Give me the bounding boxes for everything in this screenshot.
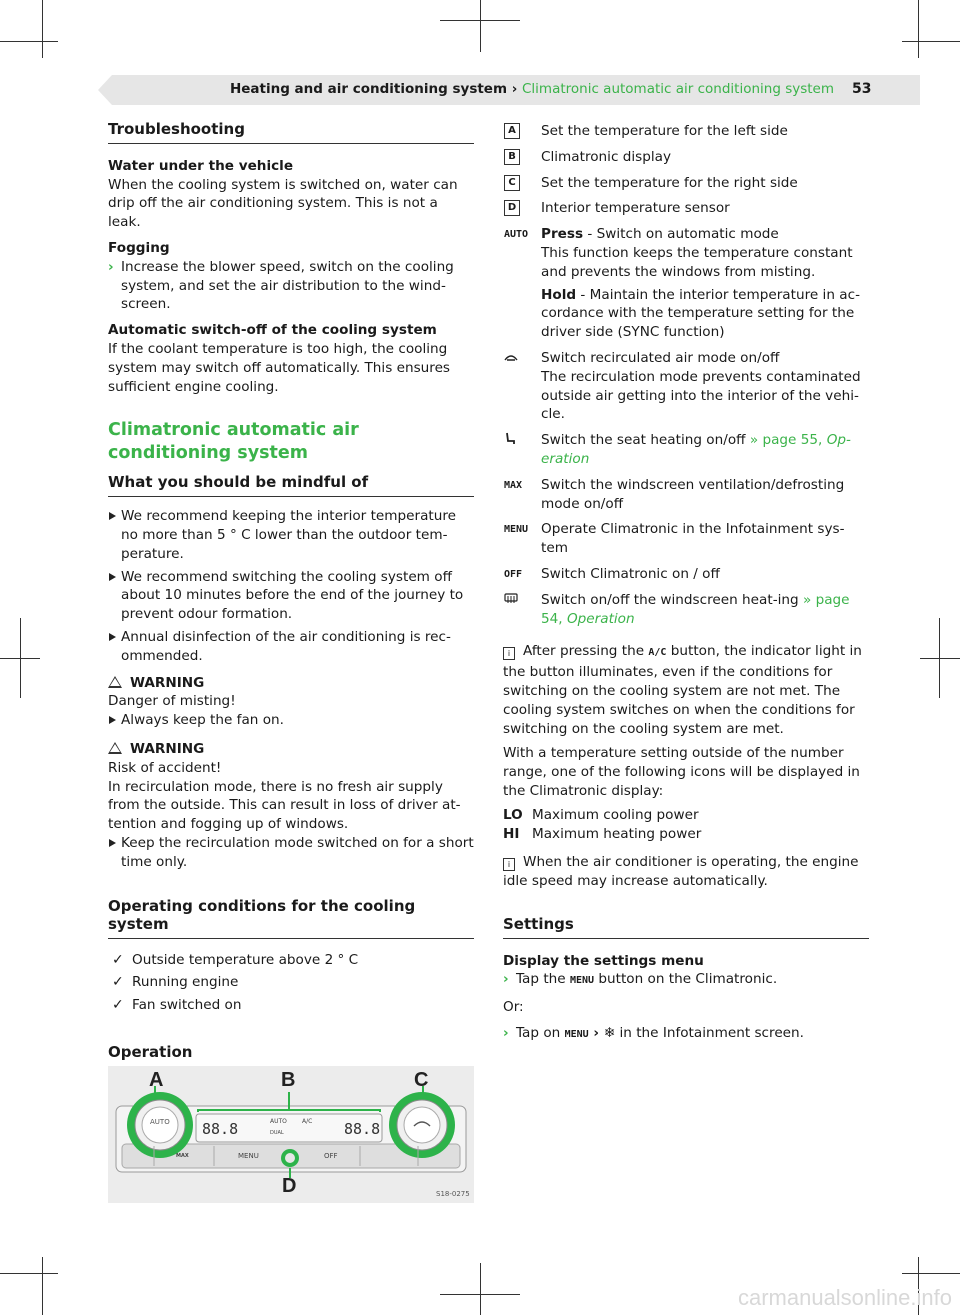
crop-mark xyxy=(42,0,43,58)
menu-key-icon: MENU xyxy=(504,524,529,536)
note-idle xyxy=(503,853,869,891)
triangle-bullet-icon xyxy=(109,839,116,847)
conditions-heading: Operating conditions for the cooling system xyxy=(108,897,474,940)
bullet-arrow-icon: › xyxy=(503,971,509,988)
hi-text: Maximum heating power xyxy=(532,825,702,842)
menu-key-icon: MENU xyxy=(564,1029,589,1041)
figure-label-c: C xyxy=(414,1069,429,1091)
right-temp-display: 88.8 xyxy=(344,1120,381,1138)
crop-mark xyxy=(902,1273,960,1274)
breadcrumb-chapter[interactable]: Heating and air conditioning system › xyxy=(229,81,518,97)
seat-page-link-title[interactable]: Op-eration xyxy=(541,432,851,467)
warning-text: In recirculation mode, there is no fresh air supply from the outside. This can result in loss of driver at-tention and fogging up of windows. xyxy=(108,778,461,833)
checkmark-icon: ✓ xyxy=(112,996,124,1013)
note-text: button, the indicator light in the button illuminates, even if the conditions for switching on the cooling system are not met. The cooling system switches on when the conditions for switching on the cooling system are met. xyxy=(503,643,862,737)
header-arrow xyxy=(98,75,112,105)
max-defrost-icon: MAX xyxy=(504,479,523,491)
water-text: When the cooling system is switched on, water can drip off the air conditioning system. This is not a leak. xyxy=(108,176,458,231)
crop-mark xyxy=(480,1263,481,1315)
off-key-icon: OFF xyxy=(504,568,523,580)
warning-title: WARNING xyxy=(130,674,205,691)
legend-item xyxy=(503,174,869,193)
note-text: After pressing the xyxy=(523,643,649,660)
legend-auto xyxy=(503,225,869,244)
auto-hold xyxy=(503,286,869,342)
rear-page-link[interactable]: » page 54, xyxy=(541,591,850,627)
condition-text: Fan switched on xyxy=(132,996,242,1013)
rear-text: Switch on/off the windscreen heat-ing xyxy=(541,591,799,608)
step-separator: › xyxy=(588,1025,604,1042)
warning-bullet-text: Keep the recirculation mode switched on for a short time only. xyxy=(121,834,474,870)
note-text: When the air conditioner is operating, the engine idle speed may increase automatically. xyxy=(503,854,859,890)
warning-bullet-text: Always keep the fan on. xyxy=(121,712,284,729)
fogging-heading: Fogging xyxy=(108,239,170,256)
condition-item xyxy=(108,996,474,1015)
operation-heading: Operation xyxy=(108,1043,474,1067)
display-menu-heading: Display the settings menu xyxy=(503,952,704,969)
condition-item xyxy=(108,951,474,970)
condition-item xyxy=(108,973,474,992)
triangle-bullet-icon xyxy=(109,573,116,581)
crop-mark xyxy=(902,41,960,42)
legend-key-a: A xyxy=(504,123,520,139)
warning-heading xyxy=(108,740,474,759)
triangle-bullet-icon xyxy=(109,512,116,520)
recirculation-icon xyxy=(504,350,518,369)
range-text: With a temperature setting outside of the number range, one of the following icons will be displayed in the Climatronic display: xyxy=(503,745,860,799)
legend-text: Climatronic display xyxy=(541,148,672,165)
settings-heading: Settings xyxy=(503,915,869,939)
step-text: Tap on xyxy=(516,1025,565,1042)
climatronic-figure xyxy=(108,1066,474,1203)
legend-off xyxy=(503,565,869,584)
tap-menu-step xyxy=(503,970,869,991)
hold-label: Hold xyxy=(541,286,577,303)
mindful-item xyxy=(108,628,474,666)
crop-mark xyxy=(20,618,21,698)
autoswitch-heading: Automatic switch-off of the cooling system xyxy=(108,322,437,339)
autoswitch-text: If the coolant temperature is too high, the cooling system may switch off automatically. This ensures sufficient engine cooling. xyxy=(108,340,451,395)
tap-infotainment-step xyxy=(503,1024,869,1045)
figure-label-b: B xyxy=(281,1069,296,1091)
triangle-bullet-icon xyxy=(109,633,116,641)
rear-page-link-title[interactable]: Operation xyxy=(566,610,635,627)
right-column xyxy=(503,122,869,1045)
left-column xyxy=(108,120,474,1067)
figure-code: S18-0275 xyxy=(436,1190,470,1198)
or-text: Or: xyxy=(503,999,524,1016)
legend-text: Set the temperature for the right side xyxy=(541,174,798,191)
note-ac xyxy=(503,642,869,738)
bullet-arrow-icon: › xyxy=(503,1025,509,1042)
left-temp-display: 88.8 xyxy=(202,1120,239,1138)
recirc-description: The recirculation mode prevents contaminated outside air getting into the interior of the vehi-cle. xyxy=(541,368,861,423)
mindful-heading: What you should be mindful of xyxy=(108,473,474,497)
lo-text: Maximum cooling power xyxy=(532,806,699,823)
legend-item xyxy=(503,122,869,141)
warning-heading xyxy=(108,674,474,693)
lo-item xyxy=(503,806,869,825)
info-note-icon: i xyxy=(503,647,515,660)
breadcrumb-section[interactable]: Climatronic automatic air conditioning system xyxy=(522,81,834,97)
windscreen-heating-icon xyxy=(504,592,518,611)
menu-key-icon: MENU xyxy=(569,975,595,987)
legend-key-c: C xyxy=(504,175,520,191)
legend-recirc xyxy=(503,349,869,368)
warning-text: Risk of accident! xyxy=(108,759,222,776)
mindful-item-text: We recommend keeping the interior temperature no more than 5 ° C lower than the outdoor tem-perature. xyxy=(121,508,457,562)
legend-max xyxy=(503,476,869,514)
crop-mark xyxy=(918,0,919,58)
legend-seat xyxy=(503,431,869,469)
figure-label-d: D xyxy=(282,1175,297,1197)
seat-heating-icon xyxy=(504,432,516,451)
legend-key-b: B xyxy=(504,149,520,165)
mindful-item-text: Annual disinfection of the air conditioning is rec-ommended. xyxy=(121,628,451,664)
crop-mark xyxy=(480,0,481,52)
legend-key-d: D xyxy=(504,200,520,216)
legend-rear xyxy=(503,591,869,629)
hi-key: HI xyxy=(503,825,520,842)
seat-text: Switch the seat heating on/off xyxy=(541,432,746,449)
step-text: in the Infotainment screen. xyxy=(615,1025,804,1042)
legend-text: Set the temperature for the left side xyxy=(541,123,788,139)
knob-auto-label: AUTO xyxy=(150,1118,170,1126)
auto-description: This function keeps the temperature constant and prevents the windows from misting. xyxy=(541,244,853,280)
crop-mark xyxy=(0,41,58,42)
info-note-icon: i xyxy=(503,858,515,871)
legend-menu xyxy=(503,520,869,558)
step-text: button on the Climatronic. xyxy=(594,971,778,988)
recirc-text: Switch recirculated air mode on/off xyxy=(541,349,780,366)
watermark: carmanualsonline.info xyxy=(737,1285,952,1310)
legend-item xyxy=(503,199,869,218)
fogging-bullet-text: Increase the blower speed, switch on the cooling system, and set the air distribution to the wind-screen. xyxy=(121,258,454,313)
page-number: 53 xyxy=(852,81,872,97)
lo-key: LO xyxy=(503,806,523,823)
checkmark-icon: ✓ xyxy=(112,952,124,969)
checkmark-icon: ✓ xyxy=(112,974,124,991)
menu-text: Operate Climatronic in the Infotainment sys-tem xyxy=(541,521,845,557)
press-label: Press xyxy=(541,226,584,243)
display-auto-indicator: AUTO xyxy=(270,1118,287,1125)
figure-label-a: A xyxy=(149,1069,164,1091)
legend-text: Interior temperature sensor xyxy=(541,200,730,217)
max-text: Switch the windscreen ventilation/defrosting mode on/off xyxy=(541,476,845,512)
mindful-item xyxy=(108,507,474,563)
crop-mark xyxy=(440,20,520,21)
step-text: Tap the xyxy=(516,971,570,988)
press-text: - Switch on automatic mode xyxy=(583,226,779,243)
hold-text: - Maintain the interior temperature in ac-cordance with the temperature setting for the driver side (SYNC function) xyxy=(541,286,860,341)
warning-title: WARNING xyxy=(130,740,205,757)
crop-mark xyxy=(0,1273,58,1274)
display-ac-indicator: A/C xyxy=(302,1118,313,1125)
crop-mark xyxy=(939,618,940,698)
off-text: Switch Climatronic on / off xyxy=(541,565,720,582)
mindful-item xyxy=(108,568,474,624)
warning-bullet xyxy=(108,834,474,872)
off-button[interactable]: OFF xyxy=(324,1152,338,1160)
crop-mark xyxy=(42,1257,43,1315)
warning-icon xyxy=(108,742,122,754)
mindful-item-text: We recommend switching the cooling system off about 10 minutes before the end of the journey to prevent odour formation. xyxy=(121,568,464,623)
warning-bullet xyxy=(108,711,474,730)
bullet-arrow-icon: › xyxy=(108,258,114,275)
warning-text: Danger of misting! xyxy=(108,693,236,710)
snowflake-icon: ❄ xyxy=(603,1025,616,1042)
section-title: Climatronic automatic air conditioning system xyxy=(108,420,359,464)
condition-text: Running engine xyxy=(132,974,239,991)
water-heading: Water under the vehicle xyxy=(108,157,294,174)
crop-mark xyxy=(440,1294,520,1295)
ac-key-icon: A/C xyxy=(648,647,667,659)
fogging-bullet xyxy=(108,258,474,314)
troubleshooting-heading: Troubleshooting xyxy=(108,120,474,144)
hi-item xyxy=(503,825,869,844)
auto-key-icon: AUTO xyxy=(504,229,529,241)
display-dual-indicator: DUAL xyxy=(270,1130,284,1136)
max-defrost-button[interactable]: MAX xyxy=(176,1153,189,1159)
legend-item xyxy=(503,148,869,167)
condition-text: Outside temperature above 2 ° C xyxy=(132,952,359,969)
crop-mark xyxy=(920,658,960,659)
breadcrumb xyxy=(230,81,834,97)
menu-button[interactable]: MENU xyxy=(238,1152,259,1160)
seat-page-link[interactable]: » page 55, xyxy=(749,432,823,449)
warning-icon xyxy=(108,676,122,688)
triangle-bullet-icon xyxy=(109,716,116,724)
